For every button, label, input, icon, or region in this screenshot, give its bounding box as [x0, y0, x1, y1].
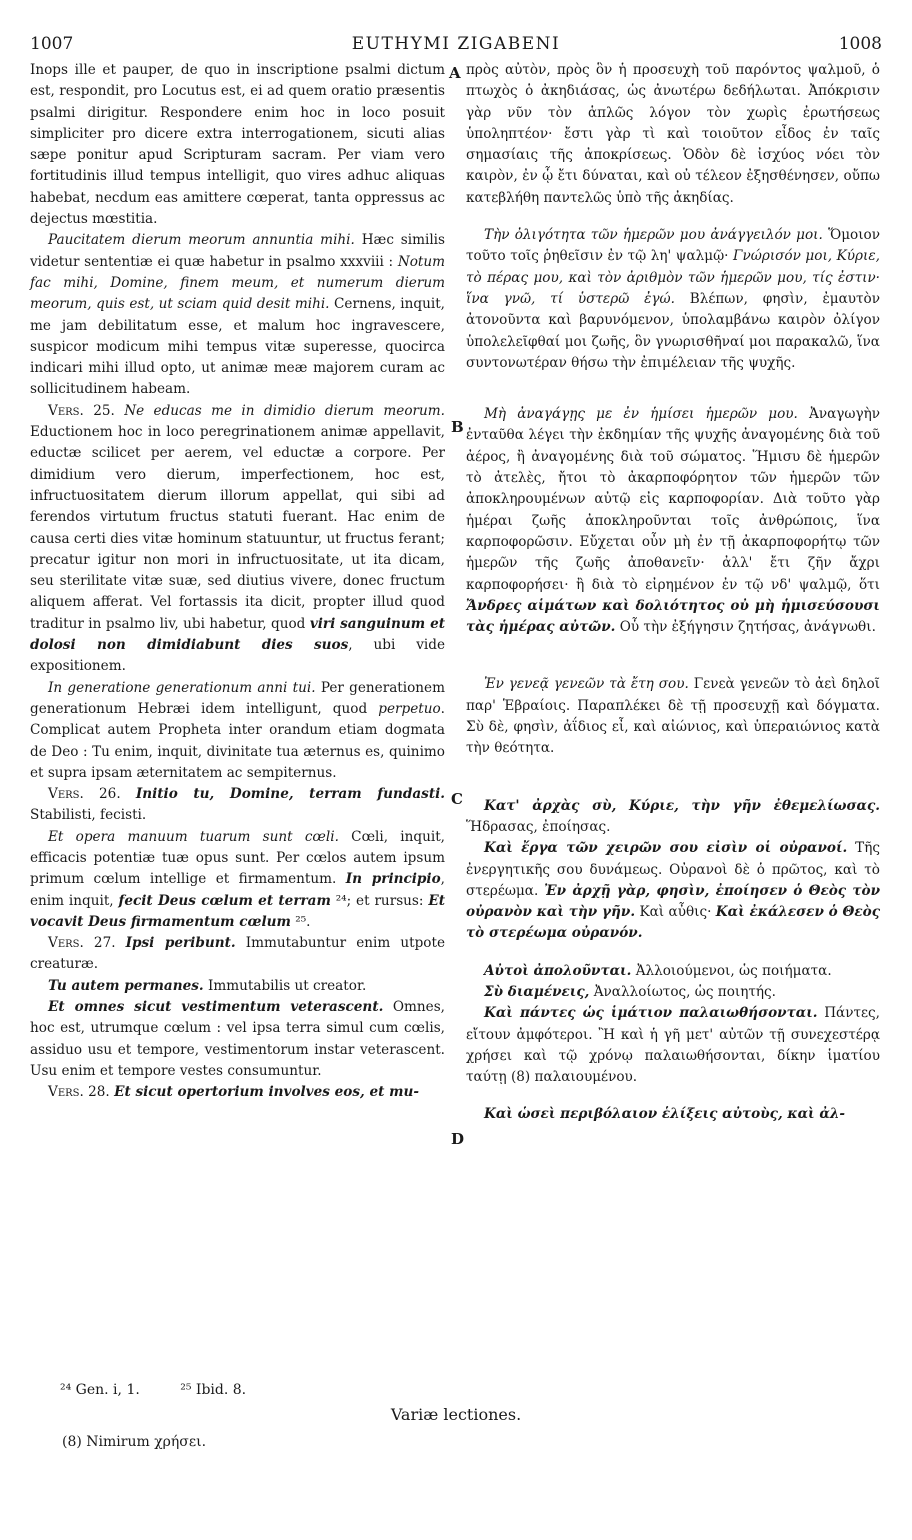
greek-lemma: Τὴν ὀλιγότητα τῶν ἡμερῶν μου ἀνάγγειλόν μοι. — [484, 227, 823, 244]
verse-number: Vers. 28. — [48, 1084, 110, 1101]
latin-paragraph — [30, 784, 445, 827]
verse-number: Vers. 26. — [48, 786, 121, 803]
page-number-right: 1008 — [838, 34, 882, 54]
greek-paragraph — [466, 225, 880, 374]
latin-quote: In principio — [345, 871, 441, 888]
greek-text: Ἀναλλοίωτος, ὡς ποιητής. — [589, 983, 776, 1000]
latin-lemma: Ipsi peribunt. — [125, 935, 236, 952]
latin-text: ²⁴; et rursus: — [330, 892, 429, 909]
greek-paragraph — [466, 1104, 880, 1125]
variae-lectiones-note: (8) Nimirum χρήσει. — [62, 1434, 207, 1450]
greek-paragraph — [466, 1003, 880, 1088]
latin-text: Per generationem generationum Hebræi idem intelligunt, quod — [30, 679, 445, 717]
latin-paragraph — [30, 1082, 445, 1103]
verse-number: Vers. 25. — [48, 402, 115, 419]
latin-lemma: Tu autem permanes. — [48, 977, 204, 994]
greek-text: Καὶ αὖθις· — [635, 904, 716, 921]
greek-quote: Ἄνδρες αἱμάτων καὶ δολιότητος οὐ μὴ ἡμισεύσουσι τὰς ἡμέρας αὐτῶν. — [466, 597, 880, 636]
latin-lemma: Et opera manuum tuarum sunt cœli. — [48, 828, 339, 845]
greek-lemma: Σὺ διαμένεις, — [484, 983, 590, 1000]
greek-text: Τῆς ἐνεργητικῆς σου δυνάμεως. Οὐρανοὶ δὲ ὁ πρῶτος, καὶ τὸ στερέωμα. — [466, 840, 880, 899]
greek-text: Ἀλλοιούμενοι, ὡς ποιήματα. — [631, 962, 832, 979]
greek-lemma: Μὴ ἀναγάγῃς με ἐν ἡμίσει ἡμερῶν μου. — [484, 406, 798, 423]
greek-text: Ἥδρασας, ἐποίησας. — [466, 818, 611, 835]
latin-paragraph — [30, 827, 445, 933]
greek-lemma: Καὶ ὡσεὶ περιβόλαιον ἑλίξεις αὐτοὺς, καὶ ἀλ- — [484, 1106, 846, 1123]
latin-text: Cœli, inquit, efficacis potentiæ tuæ opus sunt. Per cœlos autem ipsum primum cœlum intellige et firmamentum. — [30, 828, 445, 888]
latin-text: . Complicat autem Propheta inter orandum etiam dogmata de Deo : Tu enim, inquit, divinitate tua æternus es, quinimo et supra ipsam æternitatem ac sempiternus. — [30, 700, 445, 781]
greek-quote: Καὶ ἐκάλεσεν ὁ Θεὸς τὸ στερέωμα οὐρανόν. — [466, 904, 880, 942]
greek-paragraph — [466, 674, 880, 759]
greek-text: Οὗ τὴν ἐξήγησιν ζητήσας, ἀνάγνωθι. — [615, 619, 876, 636]
latin-paragraph — [30, 997, 445, 1082]
footnote: ²⁴ Gen. i, 1. — [60, 1382, 140, 1398]
latin-paragraph — [30, 933, 445, 976]
latin-lemma: Paucitatem dierum meorum annuntia mihi. — [48, 232, 355, 249]
greek-text: Βλέπων, φησὶν, ἐμαυτὸν ἀτονοῦντα καὶ βαρυνόμενον, ὑπολαμβάνω καιρὸν ὀλίγον ὑπολελεῖφθαί μοι ζωῆς, ὃν γνωρισθῆναί μοι παρακαλῶ, ἵνα συντονωτέραν θήσω τὴν ἐπιμέλειαν τῆς ψυχῆς. — [466, 290, 880, 371]
latin-quote: fecit Deus cœlum et terram — [118, 892, 331, 909]
latin-paragraph — [30, 60, 445, 230]
latin-text: , ubi vide expositionem. — [30, 637, 446, 675]
latin-text: Immutabuntur enim utpote creaturæ. — [30, 935, 445, 973]
running-header — [30, 34, 882, 56]
section-marker-b: B — [451, 418, 464, 436]
footnote: ²⁵ Ibid. 8. — [180, 1382, 247, 1398]
greek-paragraph — [466, 60, 880, 209]
greek-text: Γενεὰ γενεῶν τὸ ἀεὶ δηλοῖ παρ' Ἑβραίοις. Παραπλέκει δὲ τῇ προσευχῇ καὶ δόγματα. Σὺ δὲ, φησὶν, ἀΐδιος εἶ, καὶ αἰώνιος, καὶ ὑπεραιώνιος κατὰ τὴν θεότητα. — [466, 676, 881, 757]
greek-text: Ὅμοιον τοῦτο τοῖς ῥηθεῖσιν ἐν τῷ λη' ψαλμῷ· — [466, 227, 880, 265]
greek-lemma: Καὶ πάντες ὡς ἱμάτιον παλαιωθήσονται. — [484, 1005, 818, 1022]
greek-quote: Γνώρισόν μοι, Κύριε, τὸ πέρας μου, καὶ τὸν ἀριθμὸν τῶν ἡμερῶν μου, τίς ἐστιν· ἵνα γνῶ, τί ὑστερῶ ἐγώ. — [466, 248, 880, 307]
section-marker-d: D — [451, 1130, 465, 1148]
latin-lemma: In generatione generationum anni tui. — [48, 679, 316, 696]
greek-paragraph — [466, 838, 880, 944]
latin-lemma: Et sicut opertorium involves eos, et mu- — [114, 1084, 420, 1101]
greek-text: Ἀναγωγὴν ἐνταῦθα λέγει τὴν ἐκδημίαν τῆς ψυχῆς ἀναγομένης διὰ τοῦ ἀέρος, ἢ ἀναγομένης διὰ τοῦ σώματος. Ἥμισυ δὲ ἡμερῶν τὸ ἀτελὲς, ἤτοι τὸ ἀκαρποφόρητον τῶν ἡμερῶν τῶν ἀποκληρουμένων αὐτῷ εἰς καρποφορίαν. Διὰ τοῦτο γὰρ ἡμέραι ζωῆς ἀποκληροῦνται τοῖς ἀνθρώποις, ἵνα καρποφορῶσιν. Εὔχεται οὖν μὴ ἐν τῇ ἀκαρποφορήτῳ τῶν ἡμερῶν τῆς ζωῆς ἀποθανεῖν· ἀλλ' ἔτι ζῆν ἄχρι καρποφορήσει· ἢ διὰ τὸ εἰρημένον ἐν τῷ νδ' ψαλμῷ, ὅτι — [466, 406, 881, 593]
latin-quote: Et vocavit Deus firmamentum cœlum — [30, 892, 445, 930]
greek-paragraph — [466, 796, 880, 839]
greek-text: πρὸς αὐτὸν, πρὸς ὃν ἡ προσευχὴ τοῦ παρόντος ψαλμοῦ, ὁ πτωχὸς ὁ ἀκηδιάσας, ὡς ἀνωτέρω δεδήλωται. Ἀπόκρισιν γὰρ νῦν τὸν ἁπλῶς λόγον τὸν χωρὶς ἐρωτήσεως ὑποληπτέον· ἔστι γὰρ τὶ καὶ τοιοῦτον εἶδος ἐν ταῖς σημασίαις τῆς ἀποκρίσεως. Ὁδὸν δὲ ἰσχύος νόει τὸν καιρὸν, ἐν ᾧ ἔτι δύναται, καὶ οὐ τέλεον ἐξησθένησεν, οὔπω κατεβλήθη παντελῶς ὑπὸ τῆς ἀκηδίας. — [466, 62, 880, 206]
verse-number: Vers. 27. — [48, 935, 116, 952]
section-marker-c: C — [451, 790, 463, 808]
latin-text: Hæc similis videtur sententiæ ei quæ habetur in psalmo xxxviii : — [30, 232, 446, 270]
greek-lemma: Ἐν γενεᾷ γενεῶν τὰ ἔτη σου. — [484, 676, 689, 693]
greek-lemma: Αὐτοὶ ἀπολοῦνται. — [484, 962, 632, 979]
latin-text: Cernens, inquit, me jam debilitatum esse, et malum hoc ingravescere, suspicor modicum mihi tempus vitæ superesse, quocirca indicari mihi illud opto, ut animæ meæ majorem curam ac sollicitudinem habeam. — [30, 296, 445, 398]
latin-paragraph — [30, 976, 445, 997]
latin-quote: perpetuo — [378, 700, 441, 717]
latin-text: Eductionem hoc in loco peregrinationem animæ appellavit, eductæ scilicet per aerem, vel eductæ a corpore. Per dimidium vero dierum, imperfectionem, hoc est, infructuositatem dierum illorum appellat, qui sibi ad ferendos virtutum fructus statuti fuerant. Hac enim de causa certi dies vitæ hominum statuuntur, ut fructus ferant; precatur igitur non mori in infructuositate, ut ita dicam, seu sterilitate vitæ suæ, sed diutius vivere, donec fructum aliquem afferat. Vel fortassis ita dicit, propter illud quod traditur in psalmo liv, ubi habetur, quod — [30, 424, 445, 632]
latin-paragraph — [30, 401, 445, 678]
greek-quote: Ἐν ἀρχῇ γὰρ, φησὶν, ἐποίησεν ὁ Θεὸς τὸν οὐρανὸν καὶ τὴν γῆν. — [466, 882, 880, 921]
section-marker-a: A — [449, 64, 461, 82]
variae-lectiones-heading: Variæ lectiones. — [390, 1405, 522, 1424]
latin-text: Inops ille et pauper, de quo in inscriptione psalmi dictum est, respondit, pro Locutus est, ei ad quem oratio præsentis psalmi dirigitur. Respondere enim hoc in loco posuit simpliciter pro dicere extra interrogationem, sicuti alias sæpe ponitur apud Scripturam sacram. Per viam vero fortitudinis illud tempus intelligit, quo vires adhuc aliquas habebat, necdum eas amittere cœperat, tanta oppressus ac dejectus mœstitia. — [30, 62, 445, 228]
latin-text: Stabilisti, fecisti. — [30, 807, 147, 824]
latin-text: , enim inquit, — [30, 871, 445, 909]
latin-lemma: Initio tu, Domine, terram fundasti. — [135, 786, 445, 803]
latin-text: ²⁵. — [290, 913, 311, 930]
latin-column — [30, 60, 445, 1104]
running-title: EUTHYMI ZIGABENI — [351, 34, 561, 54]
latin-lemma: Ne educas me in dimidio dierum meorum. — [124, 402, 445, 419]
footnotes — [60, 1382, 282, 1398]
latin-quote: Notum fac mihi, Domine, finem meum, et numerum dierum meorum, quis est, ut sciam quid desit mihi. — [30, 253, 445, 313]
greek-paragraph — [466, 404, 880, 638]
latin-paragraph — [30, 230, 445, 400]
page-number-left: 1007 — [30, 34, 74, 54]
latin-lemma: Et omnes sicut vestimentum veterascent. — [48, 999, 384, 1016]
greek-text: Πάντες, εἴτουν ἀμφότεροι. Ἢ καὶ ἡ γῆ μετ' αὐτῶν τῇ συνεχεστέρᾳ χρήσει καὶ τῷ χρόνῳ παλαιωθήσονται, δίκην ἱματίου ταύτῃ (8) παλαιουμένου. — [466, 1005, 880, 1086]
greek-column — [466, 60, 880, 1126]
greek-lemma: Κατ' ἀρχὰς σὺ, Κύριε, τὴν γῆν ἐθεμελίωσας. — [484, 797, 880, 814]
latin-paragraph — [30, 678, 445, 784]
greek-paragraph — [466, 961, 880, 982]
greek-lemma: Καὶ ἔργα τῶν χειρῶν σου εἰσὶν οἱ οὐρανοί. — [484, 840, 848, 857]
latin-text: Immutabilis ut creator. — [203, 977, 367, 994]
latin-text: Omnes, hoc est, utrumque cœlum : vel ipsa terra simul cum cœlis, assiduo usu et tempore, vestimentorum instar veterascent. Usu enim et tempore vestes consumuntur. — [30, 999, 445, 1079]
greek-paragraph — [466, 982, 880, 1003]
latin-quote: viri sanguinum et dolosi non dimidiabunt dies suos — [30, 615, 445, 654]
